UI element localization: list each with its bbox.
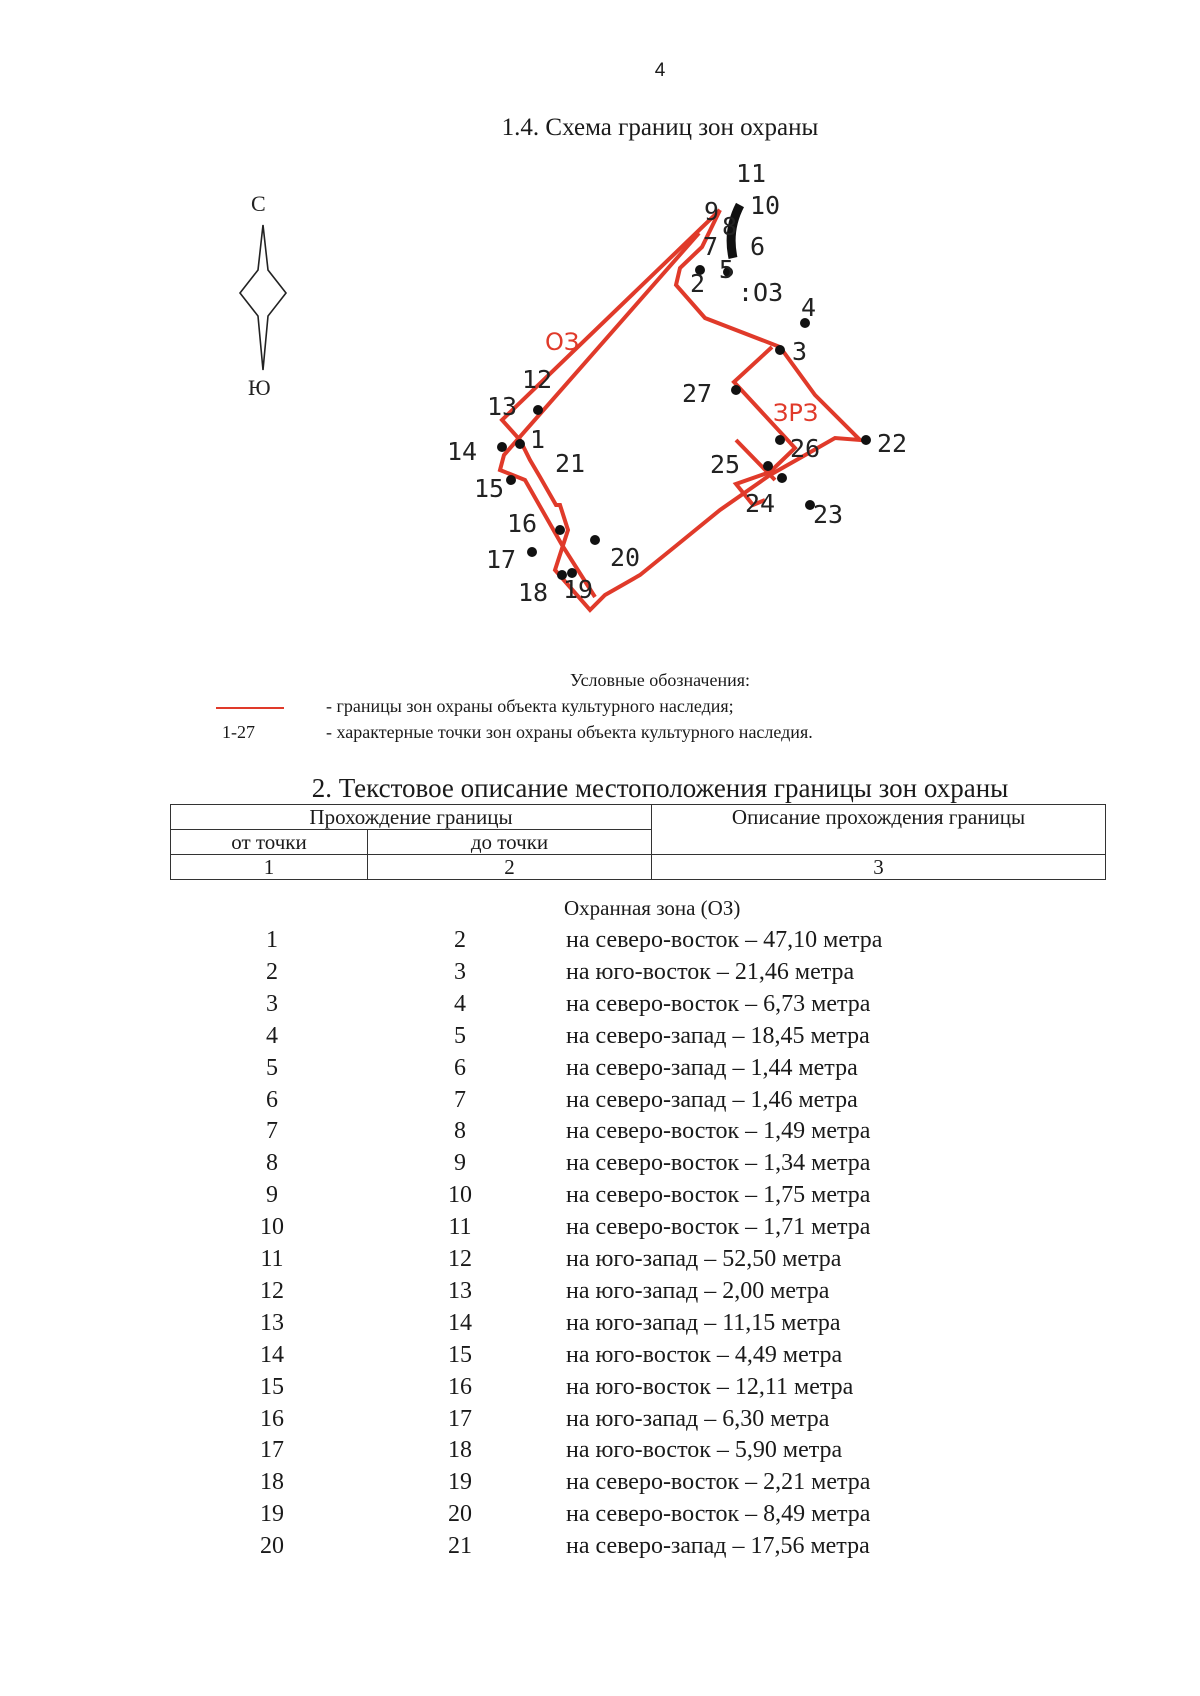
point-label-17: 17 bbox=[486, 545, 517, 574]
row-description: на северо-восток – 8,49 метра bbox=[566, 1501, 871, 1527]
col-number-1: 1 bbox=[171, 855, 368, 880]
row-description: на северо-запад – 18,45 метра bbox=[566, 1023, 870, 1049]
row-to-point: 9 bbox=[454, 1150, 466, 1176]
point-label-9: 9 bbox=[704, 197, 720, 226]
row-to-point: 18 bbox=[448, 1437, 472, 1463]
boundary-description-table bbox=[170, 804, 1106, 880]
row-to-point: 2 bbox=[454, 927, 466, 953]
row-to-point: 11 bbox=[448, 1214, 472, 1240]
row-to-point: 5 bbox=[454, 1023, 466, 1049]
row-to-point: 3 bbox=[454, 959, 466, 985]
row-description: на юго-запад – 11,15 метра bbox=[566, 1310, 841, 1336]
row-from-point: 18 bbox=[260, 1469, 284, 1495]
point-label-2: 2 bbox=[690, 269, 706, 298]
row-to-point: 13 bbox=[448, 1278, 472, 1304]
row-description: на юго-восток – 4,49 метра bbox=[566, 1342, 843, 1368]
point-label-7: 7 bbox=[703, 232, 719, 261]
row-from-point: 11 bbox=[260, 1246, 284, 1272]
row-from-point: 17 bbox=[260, 1437, 284, 1463]
point-label-26: 26 bbox=[790, 434, 821, 463]
point-label-24: 24 bbox=[745, 489, 776, 518]
row-to-point: 10 bbox=[448, 1182, 472, 1208]
row-to-point: 12 bbox=[448, 1246, 472, 1272]
header-from-point: от точки bbox=[171, 830, 368, 855]
compass-south-label: Ю bbox=[248, 375, 271, 400]
point-labels bbox=[447, 159, 907, 607]
row-from-point: 20 bbox=[260, 1533, 284, 1559]
header-boundary-passage: Прохождение границы bbox=[171, 805, 652, 830]
row-to-point: 7 bbox=[454, 1087, 466, 1113]
legend-point-range: 1-27 bbox=[222, 722, 255, 742]
row-from-point: 2 bbox=[266, 959, 278, 985]
point-label-3: 3 bbox=[792, 337, 808, 366]
point-label-11: 11 bbox=[736, 159, 767, 188]
point-label-25: 25 bbox=[710, 450, 741, 479]
row-description: на северо-запад – 1,46 метра bbox=[566, 1087, 858, 1113]
row-from-point: 9 bbox=[266, 1182, 278, 1208]
point-label-10: 10 bbox=[750, 191, 781, 220]
row-description: на юго-запад – 52,50 метра bbox=[566, 1246, 842, 1272]
point-label-4: 4 bbox=[801, 293, 817, 322]
header-description: Описание прохождения границы bbox=[652, 805, 1106, 855]
row-from-point: 5 bbox=[266, 1055, 278, 1081]
row-to-point: 21 bbox=[448, 1533, 472, 1559]
row-description: на юго-запад – 6,30 метра bbox=[566, 1406, 830, 1432]
row-description: на юго-восток – 5,90 метра bbox=[566, 1437, 843, 1463]
col-number-2: 2 bbox=[368, 855, 652, 880]
point-label-23: 23 bbox=[813, 500, 844, 529]
row-from-point: 3 bbox=[266, 991, 278, 1017]
point-label-15: 15 bbox=[474, 474, 505, 503]
point-label-16: 16 bbox=[507, 509, 538, 538]
row-from-point: 10 bbox=[260, 1214, 284, 1240]
row-from-point: 13 bbox=[260, 1310, 284, 1336]
row-description: на северо-восток – 1,75 метра bbox=[566, 1182, 871, 1208]
page-number: 4 bbox=[654, 60, 666, 81]
row-description: на юго-запад – 2,00 метра bbox=[566, 1278, 830, 1304]
row-from-point: 16 bbox=[260, 1406, 284, 1432]
point-label-14: 14 bbox=[447, 437, 478, 466]
point-label-6: 6 bbox=[750, 232, 766, 261]
legend-title: Условные обозначения: bbox=[569, 670, 751, 690]
row-to-point: 19 bbox=[448, 1469, 472, 1495]
row-from-point: 7 bbox=[266, 1118, 278, 1144]
row-description: на северо-запад – 1,44 метра bbox=[566, 1055, 858, 1081]
row-description: на северо-восток – 1,49 метра bbox=[566, 1118, 871, 1144]
row-from-point: 14 bbox=[260, 1342, 284, 1368]
point-label-18: 18 bbox=[518, 578, 549, 607]
point-label-12: 12 bbox=[522, 365, 553, 394]
legend-item-boundary: - границы зон охраны объекта культурного наследия; bbox=[326, 696, 734, 716]
point-label-13: 13 bbox=[487, 392, 518, 421]
row-to-point: 15 bbox=[448, 1342, 472, 1368]
row-from-point: 6 bbox=[266, 1087, 278, 1113]
zone-boundary-scheme bbox=[0, 0, 1200, 700]
compass-icon bbox=[240, 191, 286, 400]
zone-label-oz: ОЗ bbox=[545, 328, 580, 356]
zone-caption: Охранная зона (ОЗ) bbox=[564, 896, 741, 920]
point-label-22: 22 bbox=[877, 429, 908, 458]
section-title: 1.4. Схема границ зон охраны bbox=[501, 114, 819, 141]
point-label-1: 1 bbox=[530, 425, 546, 454]
section2-title: 2. Текстовое описание местоположения границы зон охраны bbox=[311, 773, 1009, 803]
row-description: на северо-восток – 2,21 метра bbox=[566, 1469, 871, 1495]
legend-line-symbol bbox=[216, 707, 284, 709]
row-from-point: 15 bbox=[260, 1374, 284, 1400]
point-label-5: 5 bbox=[719, 255, 735, 284]
point-label-21: 21 bbox=[555, 449, 586, 478]
header-to-point: до точки bbox=[368, 830, 652, 855]
row-description: на северо-запад – 17,56 метра bbox=[566, 1533, 870, 1559]
row-from-point: 1 bbox=[266, 927, 278, 953]
row-description: на северо-восток – 6,73 метра bbox=[566, 991, 871, 1017]
col-number-3: 3 bbox=[652, 855, 1106, 880]
row-to-point: 17 bbox=[448, 1406, 472, 1432]
row-to-point: 6 bbox=[454, 1055, 466, 1081]
point-label-27: 27 bbox=[682, 379, 713, 408]
row-description: на северо-восток – 1,34 метра bbox=[566, 1150, 871, 1176]
row-from-point: 19 bbox=[260, 1501, 284, 1527]
row-description: на северо-восток – 47,10 метра bbox=[566, 927, 883, 953]
row-from-point: 8 bbox=[266, 1150, 278, 1176]
legend-item-points: - характерные точки зон охраны объекта культурного наследия. bbox=[326, 722, 813, 742]
row-from-point: 12 bbox=[260, 1278, 284, 1304]
point-label-19: 19 bbox=[563, 575, 594, 604]
row-to-point: 16 bbox=[448, 1374, 472, 1400]
row-to-point: 14 bbox=[448, 1310, 472, 1336]
row-to-point: 8 bbox=[454, 1118, 466, 1144]
fragment-label-oz: :ОЗ bbox=[738, 278, 784, 307]
row-description: на юго-восток – 21,46 метра bbox=[566, 959, 855, 985]
row-description: на северо-восток – 1,71 метра bbox=[566, 1214, 871, 1240]
zone-label-zrz: ЗРЗ bbox=[773, 399, 819, 427]
row-to-point: 20 bbox=[448, 1501, 472, 1527]
row-from-point: 4 bbox=[266, 1023, 278, 1049]
row-to-point: 4 bbox=[454, 991, 466, 1017]
point-label-8: 8 bbox=[722, 212, 738, 241]
point-label-20: 20 bbox=[610, 543, 641, 572]
row-description: на юго-восток – 12,11 метра bbox=[566, 1374, 854, 1400]
compass-north-label: С bbox=[251, 191, 266, 216]
